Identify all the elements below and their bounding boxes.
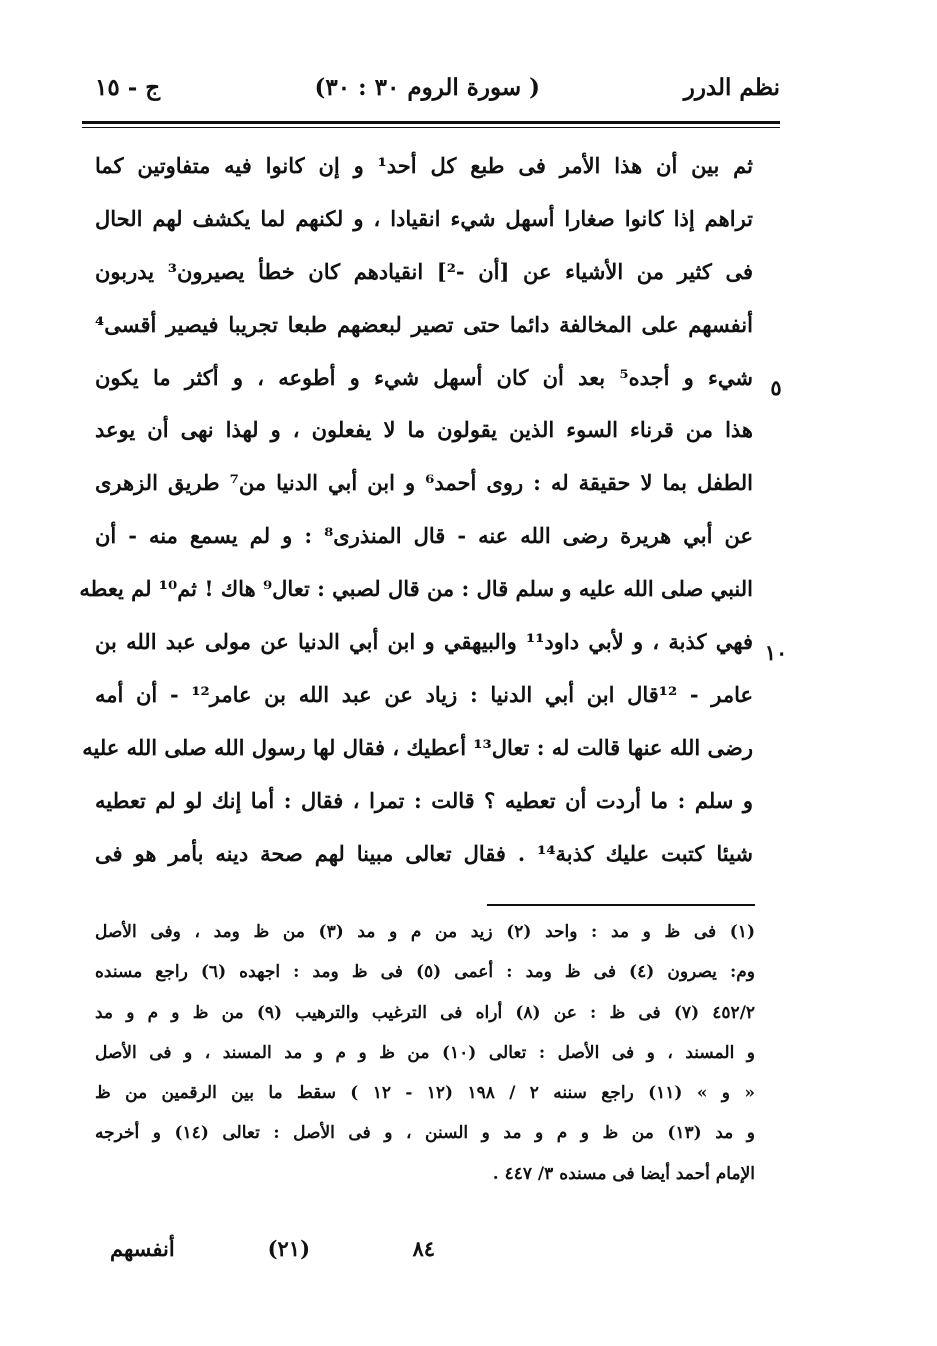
text-line: رضى الله عنها قالت له : تعال¹³ أعطيك ، فقال لها رسول الله صلى الله عليه <box>82 734 753 760</box>
page-number: ٨٤ <box>412 1236 435 1261</box>
footnote-line: وم: يصرون (٤) فى ظ ومد : أعمى (٥) فى ظ ومد : اجهده (٦) راجع مسنده <box>95 962 755 983</box>
footnote-line: ٤٥٢/٢ (٧) فى ظ : عن (٨) أراه فى الترغيب والترهيب (٩) من ظ و م و مد <box>95 1002 756 1023</box>
text-line: فهي كذبة ، و لأبي داود¹¹ والبيهقي و ابن أبي الدنيا عن مولى عبد الله بن <box>95 629 753 655</box>
book-title: نظم الدرر <box>683 74 780 101</box>
text-line: ثم بين أن هذا الأمر فى طبع كل أحد¹ و إن كانوا فيه متفاوتين كما <box>95 153 753 178</box>
footnotes <box>95 912 755 1194</box>
main-text <box>79 140 754 880</box>
line-number-10: ١٠ <box>764 640 788 665</box>
signature-mark: (٢١) <box>267 1236 310 1261</box>
text-line: تراهم إذا كانوا صغارا أسهل شيء انقيادا ، و لكنهم لما يكشف لهم الحال <box>95 205 754 231</box>
text-line: هذا من قرناء السوء الذين يقولون ما لا يفعلون ، و لهذا نهى أن يوعد <box>95 417 753 443</box>
catchword: أنفسهم <box>110 1236 175 1261</box>
footnote-line: الإمام أحمد أيضا فى مسنده ٣/ ٤٤٧ . <box>492 1163 755 1184</box>
text-line: شيئا كتبت عليك كذبة¹⁴ . فقال تعالى مبينا لهم صحة دينه بأمر هو فى <box>95 840 753 866</box>
footnote-line: (١) فى ظ و مد : واحد (٢) زيد من م و مد (٣) من ظ ومد ، وفى الأصل <box>95 922 755 942</box>
header-rule-thick <box>82 121 780 124</box>
surah-reference: ( سورة الروم ٣٠ : ٣٠) <box>314 74 540 101</box>
text-line: شيء و أجده⁵ بعد أن كان أسهل شيء و أطوعه ، و أكثر ما يكون <box>95 364 754 390</box>
text-line: و سلم : ما أردت أن تعطيه ؟ قالت : تمرا ، فقال : أما إنك لو لم تعطيه <box>95 787 753 813</box>
running-header <box>95 66 780 118</box>
footnote-line: « و » (١١) راجع سننه ٢ / ١٩٨ (١٢ - ١٢ ) سقط ما بين الرقمين من ظ <box>95 1083 756 1104</box>
text-line: الطفل بما لا حقيقة له : روى أحمد⁶ و ابن أبي الدنيا من⁷ طريق الزهرى <box>95 470 753 496</box>
volume-number: ج - ١٥ <box>95 74 161 101</box>
header-rule-thin <box>82 127 780 128</box>
text-line: فى كثير من الأشياء عن [أن -²] انقيادهم كان خطأ يصيرون³ يدربون <box>95 258 754 284</box>
footnote-line: و المسند ، و فى الأصل : تعالى (١٠) من ظ و م و مد المسند ، و فى الأصل <box>95 1042 756 1063</box>
text-line: أنفسهم على المخالفة دائما حتى تصير لبعضهم طبعا تجريبا فيصير أقسى⁴ <box>95 311 753 337</box>
text-line: عن أبي هريرة رضى الله عنه - قال المنذرى⁸ : و لم يسمع منه - أن <box>95 523 753 549</box>
page-footer <box>110 1232 670 1272</box>
text-line: عامر - ¹²قال ابن أبي الدنيا : زياد عن عبد الله بن عامر¹² - أن أمه <box>95 681 754 707</box>
line-number-5: ٥ <box>770 375 782 400</box>
footnote-separator <box>487 904 755 906</box>
text-line: النبي صلى الله عليه و سلم قال : من قال لصبي : تعال⁹ هاك ! ثم¹⁰ لم يعطه <box>79 576 753 602</box>
footnote-line: و مد (١٣) من ظ و م و مد و السنن ، و فى الأصل : تعالى (١٤) و أخرجه <box>95 1123 755 1144</box>
